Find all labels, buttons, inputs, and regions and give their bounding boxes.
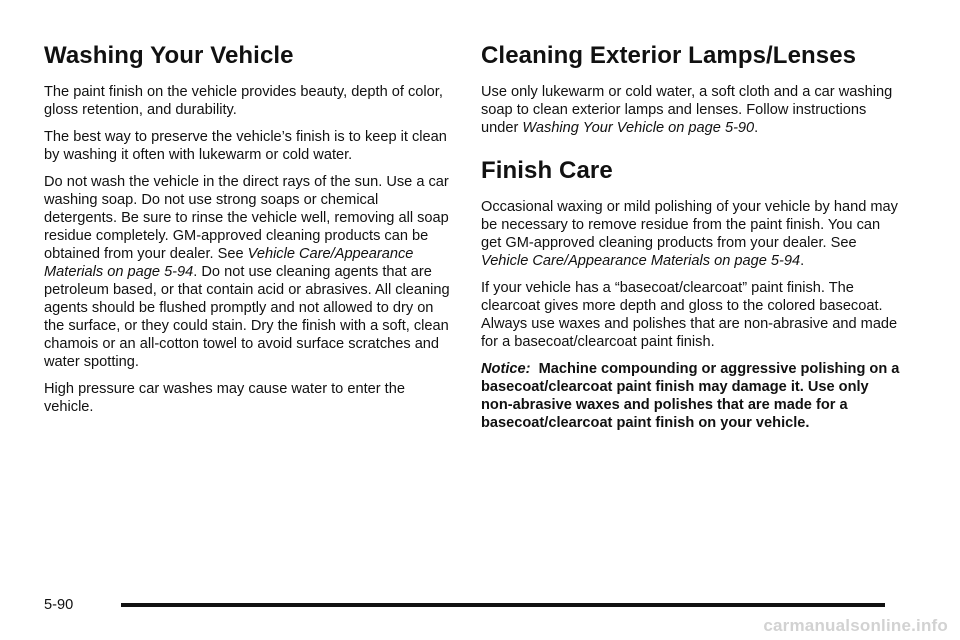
cross-reference-link[interactable]: Washing Your Vehicle on page 5-90 [522,119,755,136]
left-column [44,42,452,425]
text-segment: Occasional waxing or mild polishing of your vehicle by hand may be necessary to remove residue from the paint finish. You can get GM-approved cleaning products from your dealer. See [481,198,898,251]
paragraph-paint-finish: The paint finish on the vehicle provides beauty, depth of color, gloss retention, and durability. [44,83,443,118]
paragraph-high-pressure: High pressure car washes may cause water to enter the vehicle. [44,380,405,415]
text-segment: . [754,119,759,136]
heading-finish-care: Finish Care [481,156,613,184]
paragraph-washing-instructions [44,173,452,371]
cross-reference-link[interactable]: Vehicle Care/Appearance Materials on page 5-94 [44,245,414,280]
heading-washing-your-vehicle: Washing Your Vehicle [44,42,294,69]
notice-label: Notice: [481,360,531,377]
paragraph-waxing [481,198,901,270]
paragraph-preserve-finish: The best way to preserve the vehicle’s finish is to keep it clean by washing it often with lukewarm or cold water. [44,128,447,163]
text-segment: . [800,252,805,269]
notice-block [481,360,901,432]
paragraph-basecoat: If your vehicle has a “basecoat/clearcoat” paint finish. The clearcoat gives more depth and gloss to the colored basecoat. Always use waxes and polishes that are non-abrasive and made for a basecoat/clearcoat paint finish. [481,279,898,350]
heading-cleaning-exterior-lamps: Cleaning Exterior Lamps/Lenses [481,42,857,69]
text-segment: . Do not use cleaning agents that are petroleum based, or that contain acid or abrasives. All cleaning agents should be flushed promptly and not allowed to dry on the surface, or they could stain. Dry the finish with a soft, clean chamois or an all-cotton towel to avoid surface scratches and water spotting. [44,263,450,370]
right-column [481,42,901,441]
watermark: carmanualsonline.info [763,616,948,635]
footer-rule [121,603,885,607]
text-segment: Use only lukewarm or cold water, a soft cloth and a car washing soap to clean exterior lamps and lenses. Follow instructions under [481,83,893,136]
text-segment: Do not wash the vehicle in the direct rays of the sun. Use a car washing soap. Do not use strong soaps or chemical detergents. Be sure to rinse the vehicle well, removing all soap residue completely. GM-approved cleaning products can be obtained from your dealer. See [44,173,449,262]
notice-text: Machine compounding or aggressive polishing on a basecoat/clearcoat paint finish may damage it. Use only non-abrasive waxes and polishes that are made for a basecoat/clearcoat paint finish on your vehicle. [481,360,900,431]
page-number: 5-90 [44,597,74,613]
cross-reference-link[interactable]: Vehicle Care/Appearance Materials on page 5-94 [481,252,801,269]
paragraph-lamps [481,83,901,137]
